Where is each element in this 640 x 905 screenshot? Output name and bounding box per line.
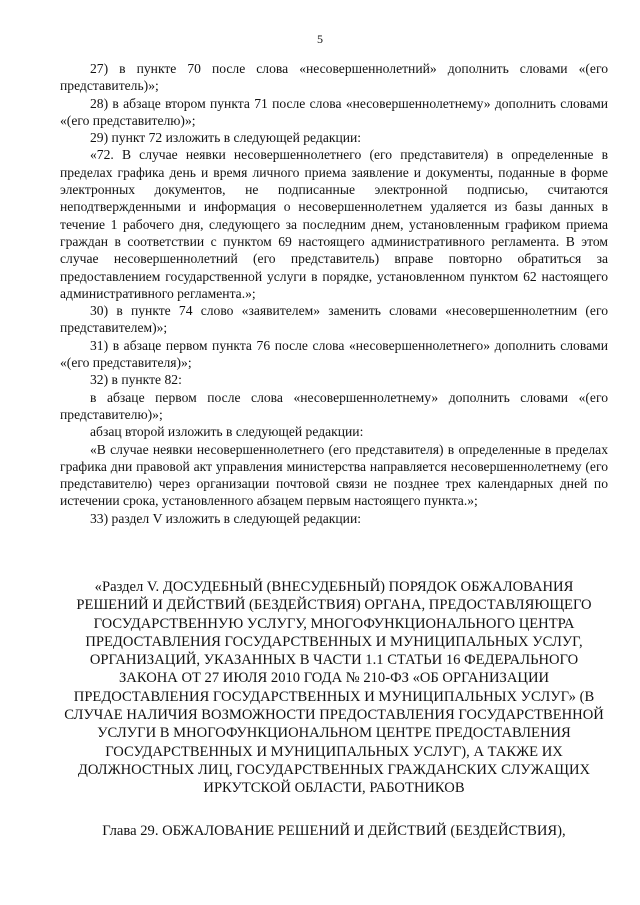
paragraph-31: 31) в абзаце первом пункта 76 после слова «несовершеннолетнего» дополнить словами «(его представителя)»; — [60, 337, 608, 371]
chapter-heading: Глава 29. ОБЖАЛОВАНИЕ РЕШЕНИЙ И ДЕЙСТВИЙ (БЕЗДЕЙСТВИЯ), — [102, 823, 566, 839]
paragraph-27: 27) в пункте 70 после слова «несовершеннолетний» дополнить словами «(его представитель)»; — [60, 61, 608, 94]
paragraph-32-new-text: «В случае неявки несовершеннолетнего (его представителя) в определенные в пределах графика дни правовой акт управления министерства направляется несовершеннолетнему (его представителю) через организации почтовой связи не позднее трех календарных дней по истечении срока, установленного абзацем первым настоящего пункта.»; — [60, 441, 608, 509]
paragraph-29: 29) пункт 72 изложить в следующей редакции: — [90, 130, 362, 146]
paragraph-33: 33) раздел V изложить в следующей редакции: — [90, 510, 362, 526]
paragraph-28: 28) в абзаце втором пункта 71 после слова «несовершеннолетнему» дополнить словами «(его представителю)»; — [60, 95, 608, 128]
section-heading — [60, 578, 608, 798]
section-heading-lead: «Раздел V. — [94, 579, 160, 595]
paragraph-32-abzac-2: абзац второй изложить в следующей редакции: — [90, 424, 364, 440]
paragraph-32: 32) в пункте 82: — [90, 372, 182, 388]
paragraph-30: 30) в пункте 74 слово «заявителем» заменить словами «несовершеннолетним (его представителем)»; — [60, 303, 608, 336]
paragraph-32-abzac-1: в абзаце первом после слова «несовершеннолетнему» дополнить словами «(его представителю)»; — [60, 389, 608, 422]
page-number: 5 — [317, 32, 323, 46]
body-text — [60, 60, 608, 527]
section-heading-text: ДОСУДЕБНЫЙ (ВНЕСУДЕБНЫЙ) ПОРЯДОК ОБЖАЛОВАНИЯ РЕШЕНИЙ И ДЕЙСТВИЙ (БЕЗДЕЙСТВИЯ) ОРГАНА, ПРЕДОСТАВЛЯЮЩЕГО ГОСУДАРСТВЕННУЮ УСЛУГУ, МНОГОФУНКЦИОНАЛЬНОГО ЦЕНТРА ПРЕДОСТАВЛЕНИЯ ГОСУДАРСТВЕННЫХ И МУНИЦИПАЛЬНЫХ УСЛУГ, ОРГАНИЗАЦИЙ, УКАЗАННЫХ В ЧАСТИ 1.1 СТАТЬИ 16 ФЕДЕРАЛЬНОГО ЗАКОНА ОТ 27 ИЮЛЯ 2010 ГОДА № 210-ФЗ «ОБ ОРГАНИЗАЦИИ ПРЕДОСТАВЛЕНИЯ ГОСУДАРСТВЕННЫХ И МУНИЦИПАЛЬНЫХ УСЛУГ» (В СЛУЧАЕ НАЛИЧИЯ ВОЗМОЖНОСТИ ПРЕДОСТАВЛЕНИЯ ГОСУДАРСТВЕННОЙ УСЛУГИ В МНОГОФУНКЦИОНАЛЬНОМ ЦЕНТРЕ ПРЕДОСТАВЛЕНИЯ ГОСУДАРСТВЕННЫХ И МУНИЦИПАЛЬНЫХ УСЛУГ), А ТАКЖЕ ИХ ДОЛЖНОСТНЫХ ЛИЦ, ГОСУДАРСТВЕННЫХ ГРАЖДАНСКИХ СЛУЖАЩИХ ИРКУТСКОЙ ОБЛАСТИ, РАБОТНИКОВ — [64, 579, 604, 797]
paragraph-72-text: «72. В случае неявки несовершеннолетнего (его представителя) в определенные в пределах графика день и время личного приема заявление и документы, поданные в форме электронных документов, не подписанные электронной подписью, считаются неподтвержденными и информация о несовершеннолетнем удаляется из базы данных в течение 1 рабочего дня, следующего за последним днем, установленным графиком приема граждан в соответствии с пунктом 69 настоящего административного регламента. В этом случае несовершеннолетний (его представитель) вправе повторно обратиться за предоставлением государственной услуги в порядке, установленном пунктом 62 настоящего административного регламента.»; — [60, 147, 608, 301]
